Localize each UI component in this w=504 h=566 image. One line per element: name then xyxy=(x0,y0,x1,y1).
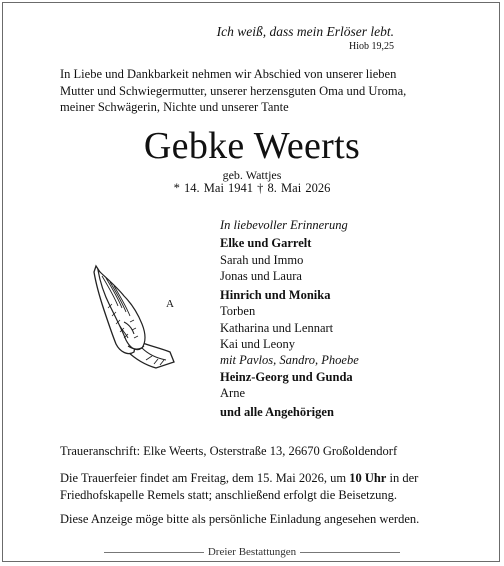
mourner: Katharina und Lennart xyxy=(220,320,334,335)
intro-line: Mutter und Schwiegermutter, unserer herzensguten Oma und Uroma, xyxy=(60,83,407,98)
deceased-name: Gebke Weerts xyxy=(143,125,361,167)
ceremony-time: 10 Uhr xyxy=(349,471,387,485)
mourners-list xyxy=(220,217,359,421)
mourner: Torben xyxy=(220,304,256,319)
maiden-name: geb. Wattjes xyxy=(222,168,282,182)
ceremony-text: in der xyxy=(386,471,419,485)
praying-hands-icon xyxy=(86,264,178,376)
intro-line: meiner Schwägerin, Nichte und unserer Tante xyxy=(60,100,289,114)
footer-divider xyxy=(104,552,204,553)
mourner-group-head: Elke und Garrelt xyxy=(220,236,312,251)
mourner: Arne xyxy=(220,385,245,400)
monogram-icon: A xyxy=(166,298,174,310)
mourner: Kai und Leony xyxy=(220,337,295,352)
mourners-closing: und alle Angehörigen xyxy=(220,405,334,420)
ceremony-info xyxy=(60,470,418,503)
ceremony-text: Die Trauerfeier findet am Freitag, dem 15. Mai 2026, um xyxy=(60,471,350,485)
bible-quote-source: Hiob 19,25 xyxy=(349,41,394,52)
mourning-address: Traueranschrift: Elke Weerts, Osterstraße 13, 26670 Großoldendorf xyxy=(60,444,398,458)
mourner: Sarah und Immo xyxy=(220,252,304,267)
mourner-group-head: Heinz-Georg und Gunda xyxy=(220,369,353,384)
invitation-note: Diese Anzeige möge bitte als persönliche Einladung angesehen werden. xyxy=(60,512,420,526)
mourners-heading: In liebevoller Erinnerung xyxy=(220,218,348,232)
life-dates: * 14. Mai 1941 † 8. Mai 2026 xyxy=(173,181,331,195)
intro-text xyxy=(60,66,406,116)
intro-line: In Liebe und Dankbarkeit nehmen wir Abschied von unserer lieben xyxy=(60,67,397,81)
mourner-note: mit Pavlos, Sandro, Phoebe xyxy=(220,353,359,368)
mourner: Jonas und Laura xyxy=(220,268,302,283)
mourner-group-head: Hinrich und Monika xyxy=(220,288,331,303)
footer-divider xyxy=(300,552,400,553)
bible-quote: Ich weiß, dass mein Erlöser lebt. xyxy=(216,24,394,39)
ceremony-text: Friedhofskapelle Remels statt; anschließend erfolgt die Beisetzung. xyxy=(60,487,398,502)
footer xyxy=(0,546,504,558)
funeral-home-name: Dreier Bestattungen xyxy=(207,546,297,558)
